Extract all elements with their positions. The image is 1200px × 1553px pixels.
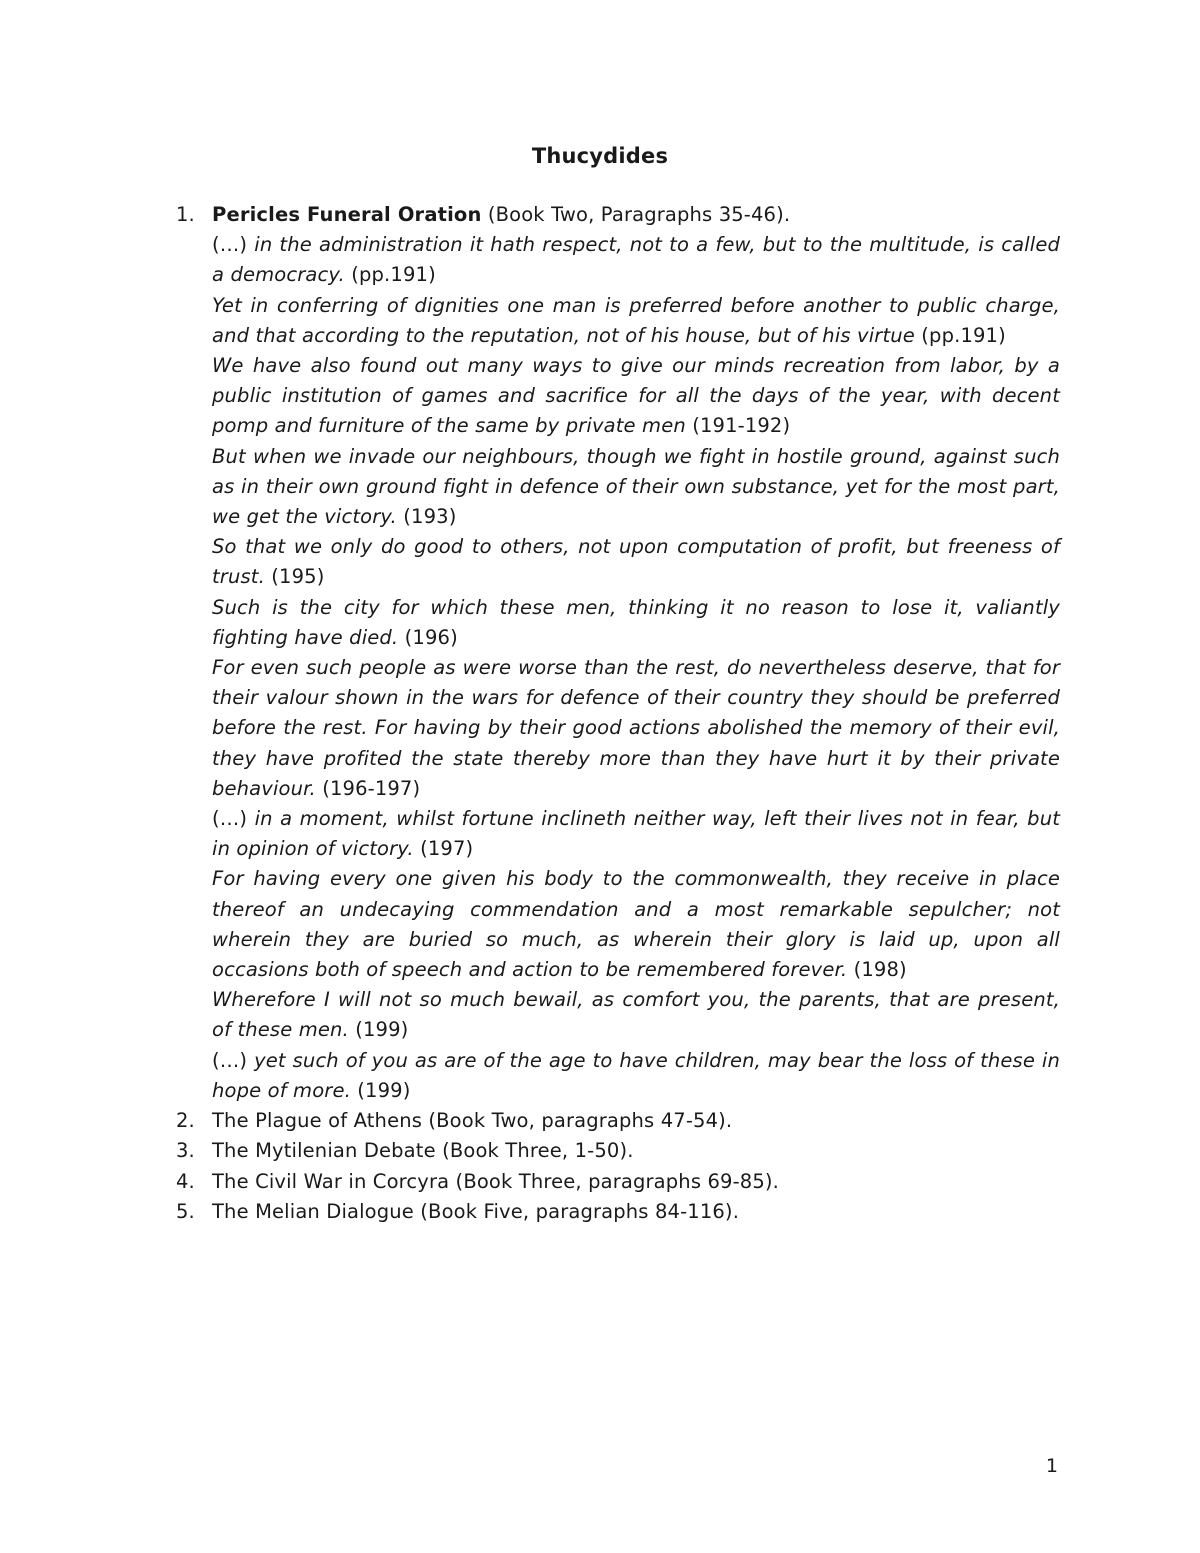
item-heading: The Civil War in Corcyra (Book Three, paragraphs 69-85).	[212, 1169, 779, 1193]
list-number: 2.	[176, 1109, 195, 1133]
quote-text: For even such people as were worse than the rest, do nevertheless deserve, that for their valour shown in the wars for defence of their country they should be preferred before the rest. For having by their good actions abolished the memory of their evil, they have profited the state thereby more than they have hurt it by their private behaviour.	[212, 656, 1060, 800]
quote-text: For having every one given his body to the commonwealth, they receive in place thereof an undecaying commendation and a most remarkable sepulcher; not wherein they are buried so much, as wherein their glory is laid up, upon all occasions both of speech and action to be remembered forever.	[212, 867, 1060, 982]
quote	[212, 442, 1060, 533]
quote-citation: (197)	[413, 837, 474, 861]
quote-prefix: (…)	[212, 1048, 255, 1072]
quote-text: yet such of you as are of the age to have children, may bear the loss of these in hope of more.	[212, 1048, 1060, 1102]
quote-text: Wherefore I will not so much bewail, as comfort you, the parents, that are present, of these men.	[212, 988, 1060, 1042]
quote-citation: (199)	[348, 1018, 409, 1042]
item-heading: The Mytilenian Debate (Book Three, 1-50).	[212, 1139, 634, 1163]
list-number: 3.	[176, 1139, 195, 1163]
quote-citation: (193)	[396, 505, 457, 529]
quote-prefix: (…)	[212, 233, 255, 257]
quote-text: So that we only do good to others, not upon computation of profit, but freeness of trust.	[212, 535, 1060, 589]
item-heading	[212, 200, 1060, 230]
quote	[212, 653, 1060, 804]
quote-text: We have also found out many ways to give our minds recreation from labor, by a public institution of games and sacrifice for all the days of the year, with decent pomp and furniture of the same by private men	[212, 354, 1060, 438]
list-item-plague	[168, 1106, 1060, 1136]
quote	[212, 532, 1060, 592]
quote-citation: (196-197)	[315, 776, 421, 800]
list-number: 1.	[176, 203, 195, 226]
quote-citation: (195)	[264, 565, 325, 589]
quote	[212, 291, 1060, 351]
list-number: 4.	[176, 1169, 195, 1193]
item-heading-bold: Pericles Funeral Oration	[212, 203, 482, 226]
page-number: 1	[1045, 1455, 1058, 1477]
quote-text: in the administration it hath respect, not to a few, but to the multitude, is called a democracy.	[212, 233, 1060, 287]
quote-text: But when we invade our neighbours, though we fight in hostile ground, against such as in their own ground fight in defence of their own substance, yet for the most part, we get the victory.	[212, 444, 1060, 529]
quote	[212, 1046, 1060, 1106]
list-item-pericles	[168, 200, 1060, 1106]
quote	[212, 351, 1060, 442]
quote	[212, 864, 1060, 985]
quote-citation: (pp.191)	[914, 323, 1006, 347]
quote-prefix: (…)	[212, 807, 255, 831]
quote-citation: (199)	[350, 1078, 411, 1102]
quote-citation: (198)	[847, 958, 907, 982]
quote	[212, 804, 1060, 864]
quote-text: Yet in conferring of dignities one man is preferred before another to public charge, and that according to the reputation, not of his house, but of his virtue	[212, 293, 1060, 347]
quote-citation: (pp.191)	[344, 263, 436, 287]
quote-text: Such is the city for which these men, thinking it no reason to lose it, valiantly fighting have died.	[212, 595, 1060, 649]
document-title: Thucydides	[531, 144, 669, 168]
list-number: 5.	[176, 1199, 195, 1223]
item-heading-rest: (Book Two, Paragraphs 35-46).	[481, 203, 791, 226]
item-heading: The Melian Dialogue (Book Five, paragraphs 84-116).	[212, 1199, 740, 1223]
quote-citation: (191-192)	[685, 414, 791, 438]
quote	[212, 985, 1060, 1045]
quote	[212, 230, 1060, 290]
list-item-melian	[168, 1197, 1060, 1227]
list-item-mytilenian	[168, 1136, 1060, 1166]
quote-text: in a moment, whilst fortune inclineth neither way, left their lives not in fear, but in opinion of victory.	[212, 807, 1061, 861]
item-heading: The Plague of Athens (Book Two, paragraphs 47-54).	[212, 1109, 733, 1133]
quote-citation: (196)	[398, 625, 458, 649]
quote	[212, 593, 1060, 653]
list-item-corcyra	[168, 1167, 1060, 1197]
topic-list	[168, 200, 1060, 1227]
